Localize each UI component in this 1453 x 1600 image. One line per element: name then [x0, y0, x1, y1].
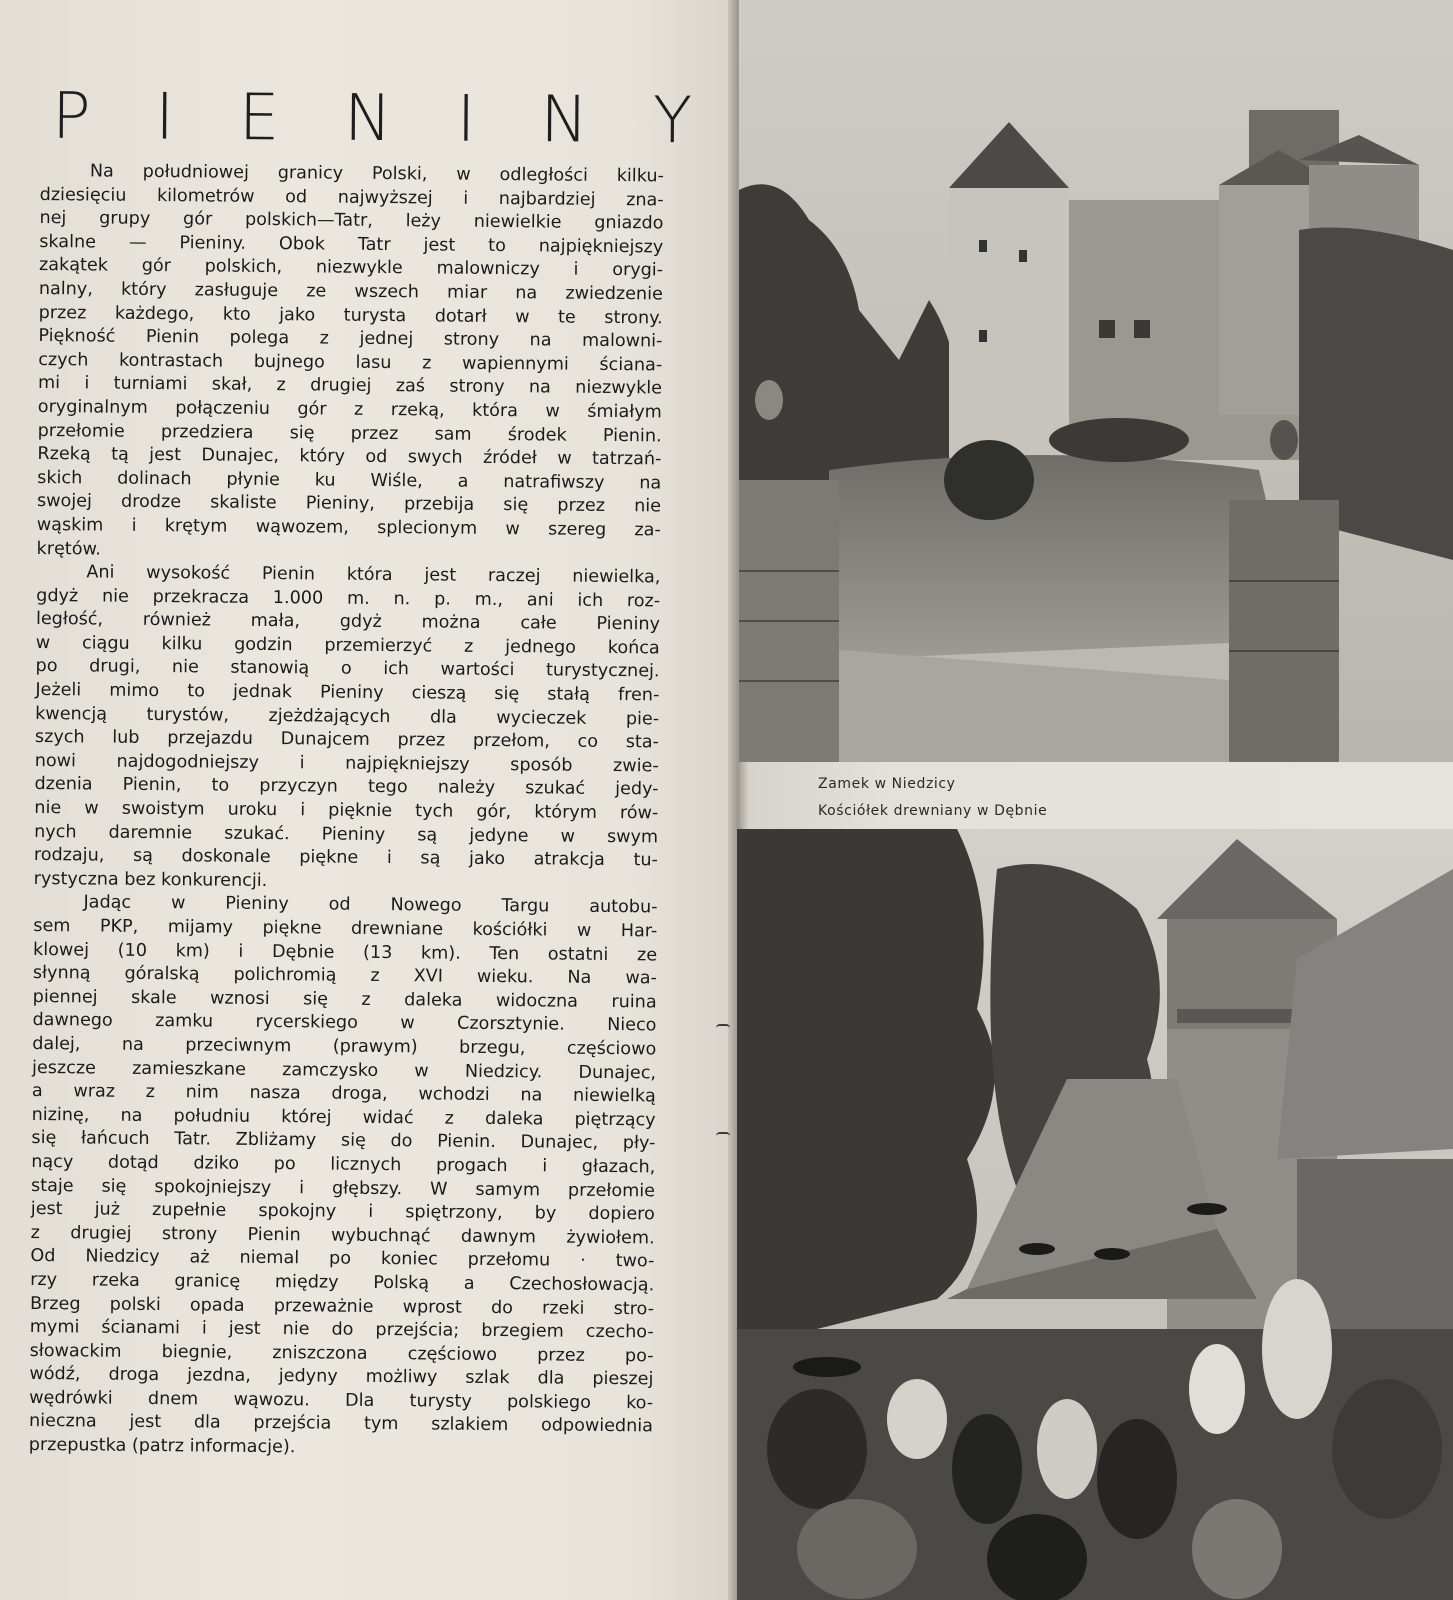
text-line: szych lub przejazdu Dunajcem przez przełom, co sta-	[34, 727, 660, 753]
text-line: rystyczna bez konkurencji.	[33, 868, 268, 891]
text-line: Jeżeli mimo to jednak Pieniny cieszą się stałą fren-	[35, 680, 660, 706]
title-letter: N	[343, 81, 393, 157]
text-line: słynną góralską polichromią z XVI wieku. Na wa-	[32, 963, 657, 989]
text-line: mymi ścianami i jest nie do przejścia; brzegiem czecho-	[29, 1317, 654, 1343]
text-line: ległość, również mała, gdyż można całe Pieniny	[35, 609, 661, 635]
text-line: krętów.	[36, 538, 101, 560]
title-letter: I	[155, 80, 175, 155]
text-line: przez każdego, kto jako turysta dotarł w te strony.	[38, 302, 663, 329]
text-line: w ciągu kilku godzin przemierzyć z jednego końca	[35, 632, 660, 659]
text-line: Ani wysokość Pienin która jest raczej niewielka,	[86, 562, 661, 588]
stitch-mark	[716, 1132, 730, 1140]
title-letter: N	[539, 83, 589, 158]
page-title	[52, 80, 693, 158]
text-line: skich dolinach płynie ku Wiśle, a natrafiwszy na	[37, 467, 662, 494]
text-line: nowi najdogodniejszy i najpiękniejszy sposób zwie-	[34, 750, 659, 777]
text-line: swojej drodze skaliste Pieniny, przebija się przez nie	[36, 491, 662, 517]
text-line: skalne — Pieniny. Obok Tatr jest to najpiękniejszy	[39, 231, 664, 258]
text-line: kwencją turystów, zjeżdżających dla wycieczek pie-	[35, 703, 660, 730]
text-line: z drugiej strony Pienin wybuchnąć dawnym żywiołem.	[30, 1222, 655, 1249]
text-line: nizinę, na południu której widać z daleka piętrzący	[31, 1104, 656, 1131]
title-letter: I	[456, 82, 476, 157]
text-line: nych daremnie szukać. Pieniny są jedyne w swym	[34, 821, 659, 848]
castle-photo	[739, 0, 1453, 762]
text-line: rzy rzeka granicę między Polską a Czechosłowacją.	[30, 1269, 655, 1296]
text-line: się łańcuch Tatr. Zbliżamy się do Pienin. Dunajec, pły-	[31, 1128, 656, 1154]
text-line: nieczna jest dla przejścia tym szlakiem odpowiednia	[28, 1411, 654, 1437]
text-line: mi i turniami skał, z drugiej zaś strony na niezwykle	[37, 373, 663, 399]
text-line: nej grupy gór polskich—Tatr, leży niewielkie gniazdo	[39, 208, 664, 234]
text-line: a wraz z nim nasza droga, wchodzi na niewielką	[31, 1081, 656, 1107]
text-line: staje się spokojniejszy i głębszy. W samym przełomie	[30, 1175, 656, 1201]
text-line: nalny, który zasługuje ze wszech miar na zwiedzenie	[38, 278, 663, 305]
text-line: Jadąc w Pieniny od Nowego Targu autobu-	[83, 892, 658, 918]
text-line: wódź, droga jezdna, jedyny możliwy szlak dla pieszej	[29, 1364, 654, 1390]
text-line: przełomie przedziera się przez sam środek Pienin.	[37, 420, 662, 446]
title-letter: E	[238, 81, 280, 156]
text-line: nie w swoistym uroku i pięknie tych gór, którym rów-	[34, 798, 659, 824]
text-line: dalej, na przeciwnym (prawym) brzegu, częściowo	[32, 1033, 657, 1060]
text-line: wędrówki dnem wąwozu. Dla turysty polskiego ko-	[29, 1387, 654, 1414]
text-line: piennej skale wznosi się z daleka widoczna ruina	[32, 986, 657, 1013]
text-line: dziesięciu kilometrów od najwyższej i najbardziej zna-	[39, 184, 664, 211]
text-line: Brzeg polski opada przeważnie wprost do rzeki stro-	[29, 1293, 655, 1319]
body-text	[29, 160, 664, 1463]
castle-caption: Zamek w Niedzicy	[818, 776, 956, 792]
text-line: dawnego zamku rycerskiego w Czorsztynie. Nieco	[32, 1010, 657, 1036]
text-line: jest już zupełnie spokojny i spiętrzony, by dopiero	[30, 1199, 655, 1225]
church-photo	[737, 829, 1453, 1600]
church-caption: Kościółek drewniany w Dębnie	[818, 803, 1048, 819]
title-letter: P	[51, 79, 91, 155]
text-line: jeszcze zamieszkane zamczysko w Niedzicy. Dunajec,	[31, 1057, 657, 1083]
stitch-mark	[716, 1024, 730, 1032]
text-line: zakątek gór polskich, niezwykle malowniczy i orygi-	[38, 255, 664, 281]
text-line: dzenia Pienin, to przyczyn tego należy szukać jedy-	[34, 774, 659, 800]
title-letter: Y	[652, 83, 693, 159]
text-line: przepustka (patrz informacje).	[28, 1435, 296, 1458]
text-line: słowackim biegnie, zniszczona częściowo przez po-	[29, 1340, 654, 1367]
text-line: Piękność Pienin polega z jednej strony na malowni-	[38, 326, 663, 352]
text-line: czych kontrastach bujnego lasu z wapiennymi ściana-	[38, 349, 663, 376]
text-line: rodzaju, są doskonale piękne i są jako atrakcja tu-	[33, 845, 658, 871]
text-line: Od Niedzicy aż niemal po koniec przełomu · two-	[30, 1246, 655, 1272]
text-line: Na południowej granicy Polski, w odległości kilku-	[89, 161, 664, 187]
text-line: oryginalnym połączeniu gór z rzeką, która w śmiałym	[37, 396, 662, 423]
text-line: sem PKP, mijamy piękne drewniane kościółki w Har-	[33, 915, 658, 942]
text-line: nący dotąd dziko po licznych progach i głazach,	[31, 1151, 656, 1178]
text-line: gdyż nie przekracza 1.000 m. n. p. m., ani ich roz-	[36, 585, 661, 612]
text-line: wąskim i krętym wąwozem, splecionym w szereg za-	[36, 514, 661, 541]
text-line: Rzeką tą jest Dunajec, który od swych źródeł w tatrzań-	[37, 444, 662, 470]
text-line: po drugi, nie stanowią o ich wartości turystycznej.	[35, 656, 660, 682]
text-line: klowej (10 km) i Dębnie (13 km). Ten ostatni ze	[33, 939, 658, 966]
